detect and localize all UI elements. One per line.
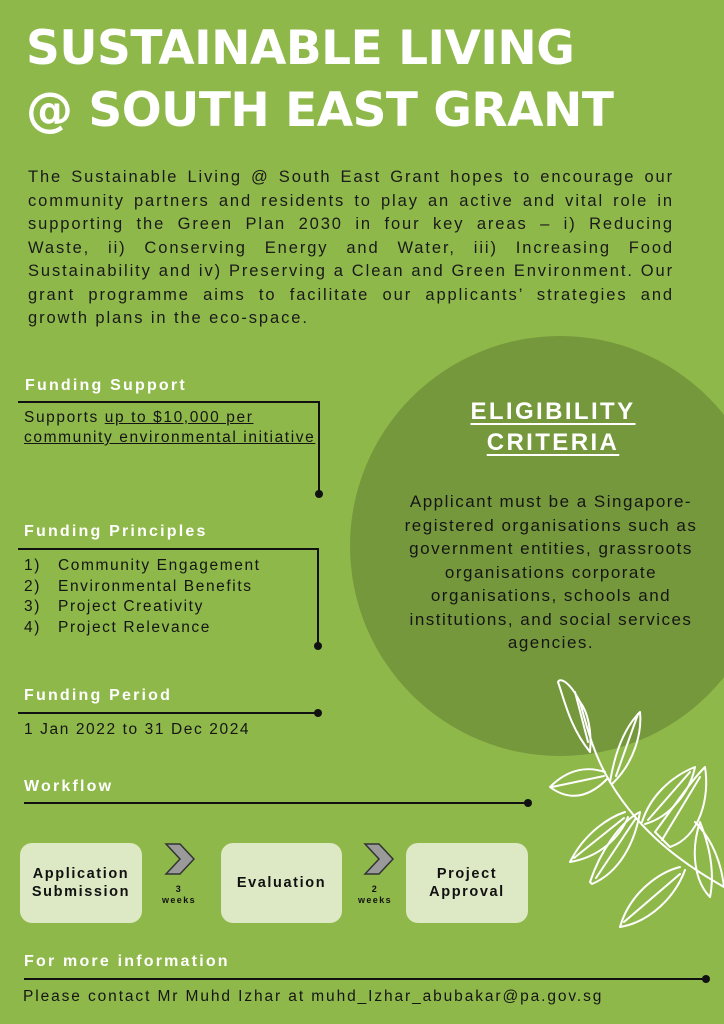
more-info-dot xyxy=(702,975,710,983)
funding-period-divider xyxy=(18,712,318,714)
workflow-gap-1: 3 weeks xyxy=(161,884,197,905)
contact-text: Please contact Mr Muhd Izhar at muhd_Izhar_abubakar@pa.gov.sg xyxy=(23,988,604,1005)
more-info-divider xyxy=(24,978,707,980)
list-item: 1) Community Engagement xyxy=(24,557,261,574)
funding-principles-list xyxy=(24,556,261,638)
funding-support-divider xyxy=(18,401,320,403)
title-line-1: SUSTAINABLE LIVING xyxy=(26,21,575,76)
workflow-step-approval: Project Approval xyxy=(406,843,528,923)
funding-support-prefix: Supports xyxy=(24,409,105,426)
intro-paragraph: The Sustainable Living @ South East Grant hopes to encourage our community partners and residents to play an active and vital role in supporting the Green Plan 2030 in four key areas – i) Reducing Waste, ii) Conserving Energy and Water, iii) Increasing Food Sustainability and iv) Preserving a Clean and Green Environment. Our grant programme aims to facilitate our applicants’ strategies and growth plans in the eco-space. xyxy=(28,168,674,327)
list-item: 3) Project Creativity xyxy=(24,598,204,615)
page-title xyxy=(26,18,706,142)
chevron-right-icon xyxy=(162,842,196,876)
workflow-heading: Workflow xyxy=(24,778,114,795)
chevron-right-icon xyxy=(361,842,395,876)
workflow-gap-2: 2 weeks xyxy=(357,884,393,905)
funding-principles-connector xyxy=(317,548,319,646)
funding-support-text xyxy=(24,408,324,448)
list-item: 4) Project Relevance xyxy=(24,618,211,636)
funding-period-heading: Funding Period xyxy=(24,687,173,704)
eligibility-title xyxy=(430,396,676,458)
leaf-branch-icon xyxy=(530,672,724,972)
funding-principles-dot xyxy=(314,642,322,650)
eligibility-title-line-1: ELIGIBILITY xyxy=(470,398,636,425)
funding-support-dot xyxy=(315,490,323,498)
funding-support-heading: Funding Support xyxy=(25,377,187,394)
funding-principles-divider xyxy=(18,548,319,550)
more-info-heading: For more information xyxy=(24,953,230,970)
workflow-dot xyxy=(524,799,532,807)
funding-support-amount: up to $10,000 per community environmental initiative xyxy=(24,409,316,446)
workflow-divider xyxy=(24,802,529,804)
eligibility-title-line-2: CRITERIA xyxy=(486,429,620,456)
workflow-step-evaluation: Evaluation xyxy=(221,843,342,923)
funding-period-dot xyxy=(314,709,322,717)
title-line-2: @ SOUTH EAST GRANT xyxy=(26,83,614,138)
funding-period-value: 1 Jan 2022 to 31 Dec 2024 xyxy=(24,721,251,738)
workflow-step-application: Application Submission xyxy=(20,843,142,923)
list-item: 2) Environmental Benefits xyxy=(24,577,253,595)
funding-principles-heading: Funding Principles xyxy=(24,523,208,540)
eligibility-text: Applicant must be a Singapore-registered organisations such as government entities, grassroots organisations corporate organisations, schools and institutions, and social services agencies. xyxy=(404,492,698,652)
